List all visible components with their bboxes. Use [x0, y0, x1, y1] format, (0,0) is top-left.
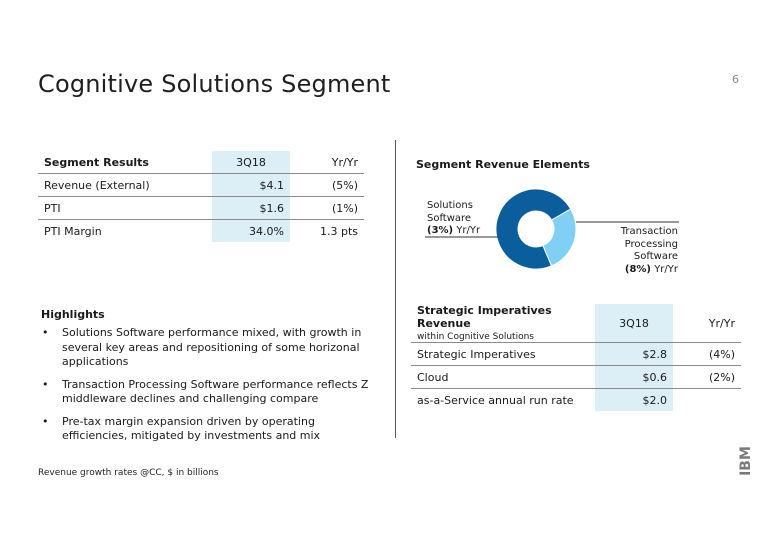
- row-label: PTI: [38, 197, 212, 220]
- label-line: Solutions: [427, 200, 473, 211]
- row-label: Cloud: [411, 366, 595, 389]
- footnote: Revenue growth rates @CC, $ in billions: [38, 468, 219, 478]
- row-label: Strategic Imperatives: [417, 347, 536, 361]
- ibm-logo-text: IBM: [738, 446, 754, 476]
- row-yr-yr: (4%): [708, 347, 735, 361]
- label-growth: (3%): [427, 225, 454, 236]
- strategic-imperatives-table: [411, 304, 741, 411]
- strategic-subtitle: within Cognitive Solutions: [417, 332, 534, 342]
- ibm-logo: [735, 443, 757, 479]
- table-row: [411, 343, 741, 366]
- table-row: [411, 366, 741, 389]
- yr-yr-header: Yr/Yr: [290, 151, 364, 174]
- label-growth-line: [427, 225, 480, 238]
- yr-yr-header: Yr/Yr: [673, 304, 741, 343]
- label-line: Software: [633, 251, 678, 262]
- list-item: • Solutions Software performance mixed, with growth in several key areas and repositioning of some horizonal applications: [41, 326, 371, 370]
- row-yr-yr: [673, 389, 741, 412]
- page-title: Cognitive Solutions Segment: [38, 70, 391, 98]
- strategic-title: Strategic Imperatives Revenue: [417, 304, 552, 330]
- revenue-elements-title: Segment Revenue Elements: [416, 158, 590, 171]
- list-item: • Pre-tax margin expansion driven by operating efficiencies, mitigated by investments and mix: [41, 415, 371, 444]
- row-value: $4.1: [212, 174, 290, 197]
- row-label: as-a-Service annual run rate: [411, 389, 595, 412]
- row-yr-yr: (2%): [673, 366, 741, 389]
- label-suffix: Yr/Yr: [456, 225, 481, 236]
- period-header: 3Q18: [212, 151, 290, 174]
- table-header-row: [411, 304, 741, 343]
- strategic-header: [411, 304, 595, 343]
- row-value: 34.0%: [212, 220, 290, 243]
- label-suffix: Yr/Yr: [654, 263, 678, 275]
- label-growth-line: [600, 264, 678, 277]
- row-yr-yr: (5%): [331, 178, 358, 192]
- row-yr-yr: 1.3 pts: [290, 220, 364, 243]
- highlights-list: [41, 326, 371, 452]
- page-number: 6: [732, 73, 739, 86]
- label-line: Software: [427, 212, 472, 224]
- highlights-title: Highlights: [41, 308, 105, 321]
- row-value: $0.6: [595, 366, 673, 389]
- row-label: Revenue (External): [44, 178, 150, 192]
- row-value: $2.8: [595, 343, 673, 366]
- donut-slice-transaction-processing: [543, 209, 576, 266]
- label-line: Processing: [624, 238, 678, 250]
- segment-results-header: Segment Results: [38, 151, 212, 174]
- row-yr-yr: (1%): [290, 197, 364, 220]
- label-line: Transaction: [620, 226, 678, 237]
- row-label: PTI Margin: [38, 220, 212, 243]
- list-item: • Transaction Processing Software performance reflects Z middleware declines and challenging compare: [41, 378, 371, 407]
- label-growth: (8%): [624, 263, 651, 275]
- label-transaction-processing: [600, 226, 678, 276]
- row-value: $1.6: [212, 197, 290, 220]
- table-row: [411, 389, 741, 412]
- row-value: $2.0: [595, 389, 673, 412]
- label-solutions-software: [427, 200, 480, 238]
- period-header: 3Q18: [595, 304, 673, 343]
